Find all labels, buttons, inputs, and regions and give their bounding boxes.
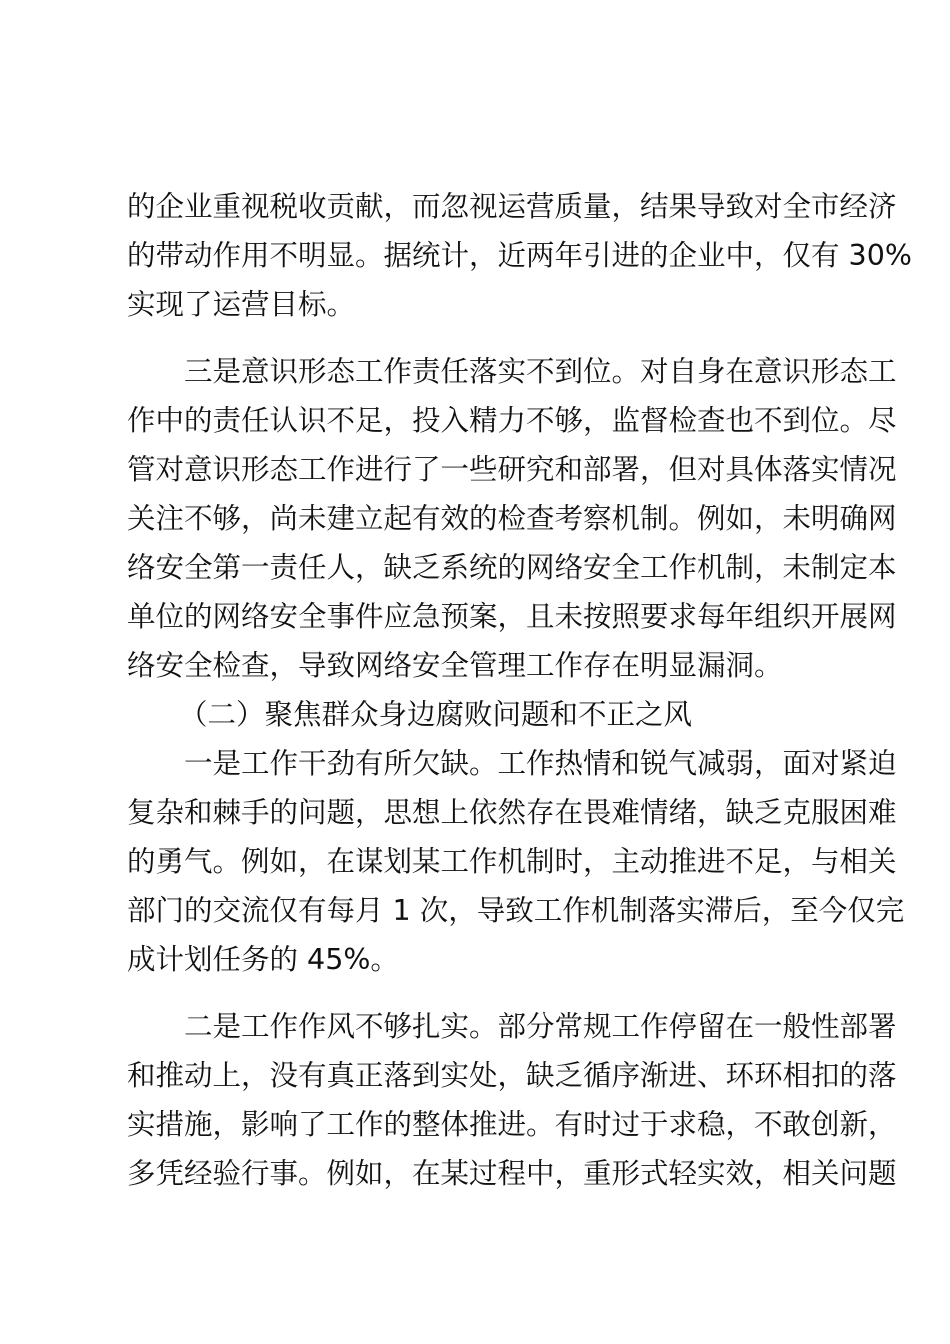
text-line: 部门的交流仅有每月 1 次，导致工作机制落实滞后，至今仅完 — [127, 894, 905, 927]
paragraph — [127, 739, 905, 984]
text-line: 多凭经验行事。例如，在某过程中，重形式轻实效，相关问题 — [127, 1157, 897, 1190]
paragraph-gap — [127, 984, 833, 1002]
text-line: 一是工作干劲有所欠缺。工作热情和锐气减弱，面对紧迫 — [184, 747, 897, 780]
text-line: 三是意识形态工作责任落实不到位。对自身在意识形态工 — [184, 355, 897, 388]
text-line: 和推动上，没有真正落到实处，缺乏循序渐进、环环相扣的落 — [127, 1059, 897, 1092]
text-line: 关注不够，尚未建立起有效的检查考察机制。例如，未明确网 — [127, 502, 897, 535]
paragraph — [127, 1002, 897, 1198]
text-line: 复杂和棘手的问题，思想上依然存在畏难情绪，缺乏克服困难 — [127, 796, 897, 829]
text-line: 实措施，影响了工作的整体推进。有时过于求稳，不敢创新， — [127, 1108, 897, 1141]
text-line: 成计划任务的 45%。 — [127, 943, 399, 976]
text-line: 络安全第一责任人，缺乏系统的网络安全工作机制，未制定本 — [127, 551, 897, 584]
text-line: 管对意识形态工作进行了一些研究和部署，但对具体落实情况 — [127, 453, 897, 486]
section-heading — [127, 690, 833, 739]
paragraph — [127, 182, 912, 329]
section-heading-text: （二）聚焦群众身边腐败问题和不正之风 — [179, 698, 693, 731]
text-line: 单位的网络安全事件应急预案，且未按照要求每年组织开展网 — [127, 600, 897, 633]
document-body — [127, 182, 912, 1198]
text-line: 作中的责任认识不足，投入精力不够，监督检查也不到位。尽 — [127, 404, 897, 437]
text-line: 的带动作用不明显。据统计，近两年引进的企业中，仅有 30% — [127, 239, 912, 272]
text-line: 络安全检查，导致网络安全管理工作存在明显漏洞。 — [127, 649, 783, 682]
paragraph-gap — [127, 329, 833, 347]
text-line: 的企业重视税收贡献，而忽视运营质量，结果导致对全市经济 — [127, 190, 897, 223]
text-line: 二是工作作风不够扎实。部分常规工作停留在一般性部署 — [184, 1010, 897, 1043]
text-line: 的勇气。例如，在谋划某工作机制时，主动推进不足，与相关 — [127, 845, 897, 878]
text-line: 实现了运营目标。 — [127, 288, 356, 321]
paragraph — [127, 347, 897, 690]
